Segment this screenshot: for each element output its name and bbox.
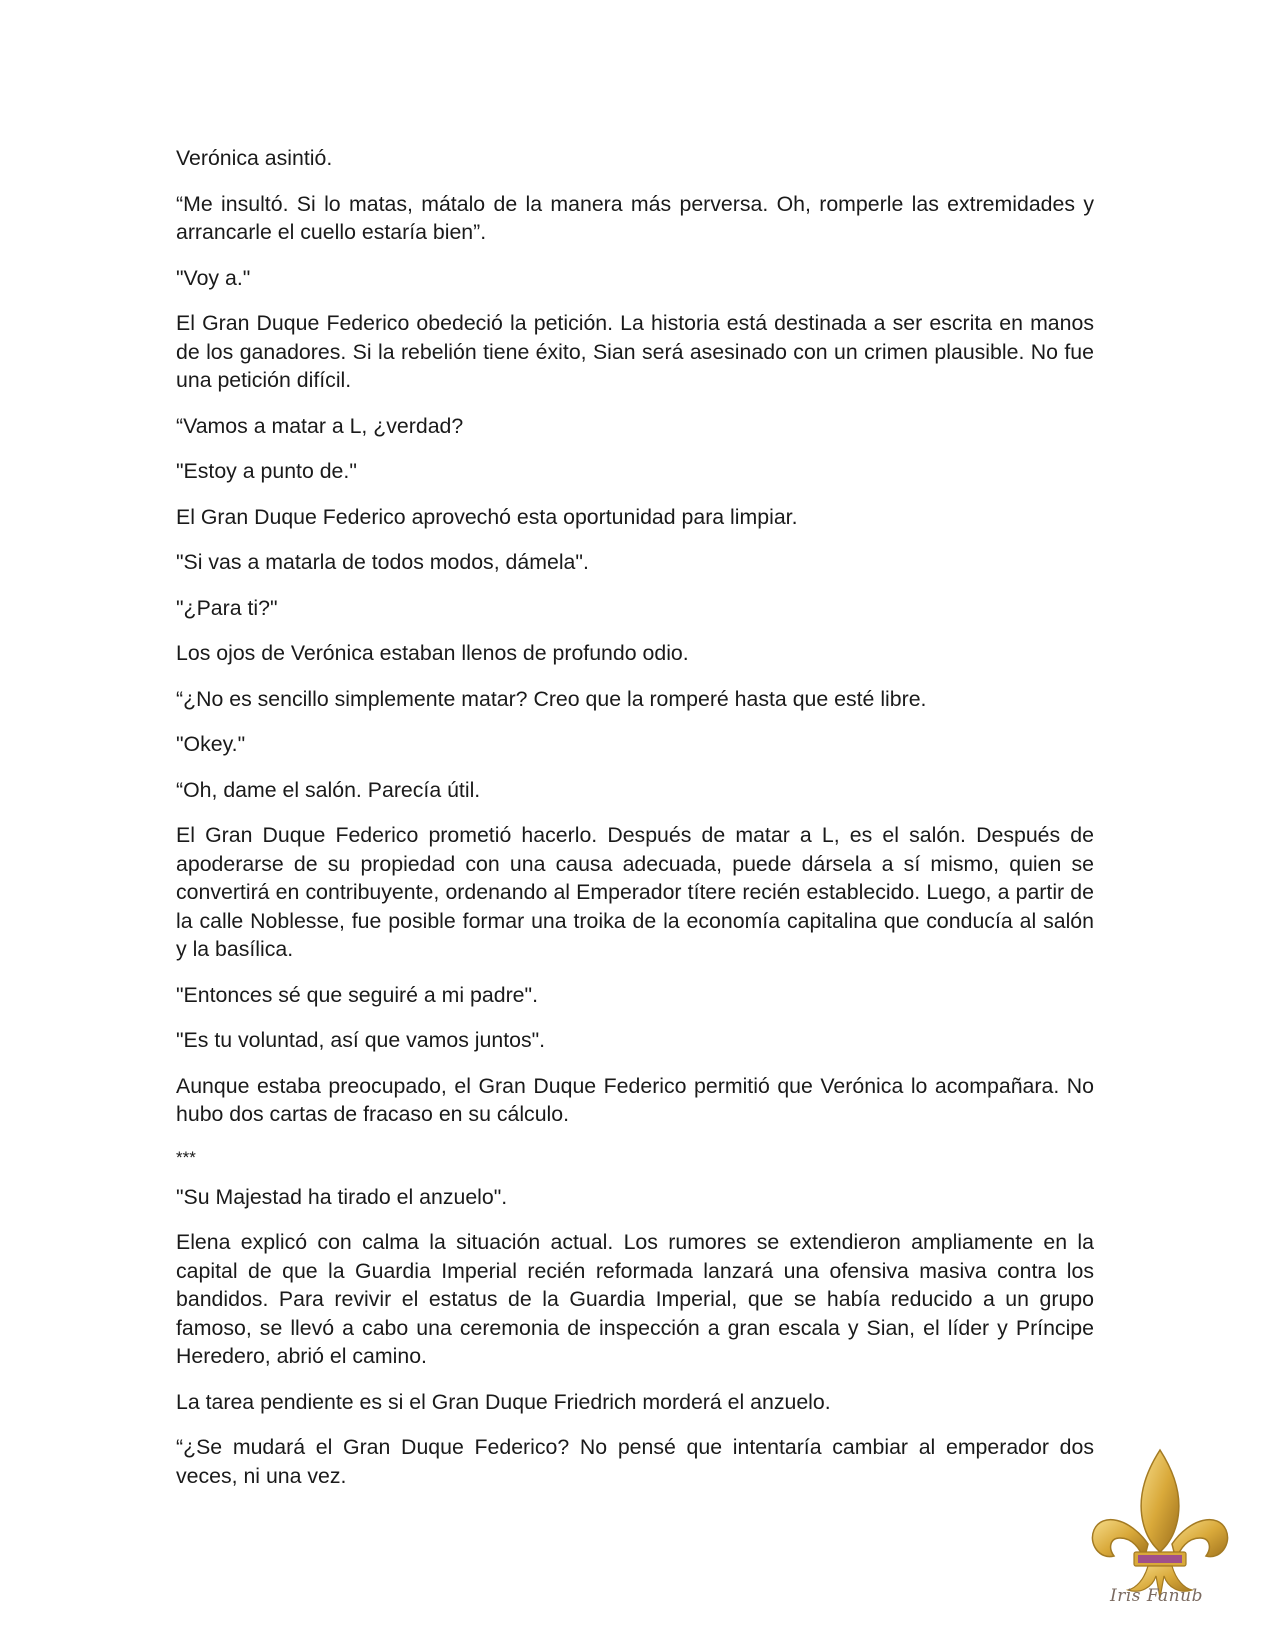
paragraph: El Gran Duque Federico aprovechó esta oportunidad para limpiar. [176,504,798,529]
signature-text: Iris Fanub [1110,1586,1203,1606]
paragraph: "Si vas a matarla de todos modos, dámela". [176,550,589,574]
paragraph: “Vamos a matar a L, ¿verdad? [176,413,464,438]
paragraph: Verónica asintió. [176,146,333,170]
paragraph: "Estoy a punto de." [176,459,357,483]
paragraph: “Me insultó. Si lo matas, mátalo de la manera más perversa. Oh, romperle las extremidades y arrancarle el cuello estaría bien”. [176,191,1094,244]
paragraph: Elena explicó con calma la situación actual. Los rumores se extendieron ampliamente en la capital de que la Guardia Imperial recién reformada lanzará una ofensiva masiva contra los bandidos. Para revivir el estatus de la Guardia Imperial, que se había reducido a un grupo famoso, se llevó a cabo una ceremonia de inspección a gran escala y Sian, el líder y Príncipe Heredero, abrió el camino. [176,1230,1094,1368]
paragraph: "Voy a." [176,265,251,290]
paragraph: El Gran Duque Federico prometió hacerlo. Después de matar a L, es el salón. Después de apoderarse de su propiedad con una causa adecuada, puede dársela a sí mismo, quien se convertirá en contribuyente, ordenando al Emperador títere recién establecido. Luego, a partir de la calle Noblesse, fue posible formar una troika de la economía capitalina que conducía al salón y la basílica. [176,823,1094,961]
paragraph: Aunque estaba preocupado, el Gran Duque Federico permitió que Verónica lo acompañara. No hubo dos cartas de fracaso en su cálculo. [176,1073,1094,1126]
scene-separator: *** [176,1147,196,1167]
paragraph: "Su Majestad ha tirado el anzuelo". [176,1184,508,1209]
document-body [176,144,1094,1507]
paragraph: El Gran Duque Federico obedeció la petición. La historia está destinada a ser escrita en manos de los ganadores. Si la rebelión tiene éxito, Sian será asesinado con un crimen plausible. No fue una petición difícil. [176,311,1094,392]
paragraph: "Entonces sé que seguiré a mi padre". [176,982,538,1007]
paragraph: “Oh, dame el salón. Parecía útil. [176,777,481,802]
signature [1110,1586,1203,1606]
paragraph: "Okey." [176,732,246,756]
paragraph: "¿Para ti?" [176,595,278,620]
paragraph: La tarea pendiente es si el Gran Duque Friedrich morderá el anzuelo. [176,1389,831,1414]
paragraph: Los ojos de Verónica estaban llenos de profundo odio. [176,641,689,665]
paragraph: "Es tu voluntad, así que vamos juntos". [176,1028,546,1052]
paragraph: “¿Se mudará el Gran Duque Federico? No pensé que intentaría cambiar al emperador dos veces, ni una vez. [176,1435,1094,1488]
paragraph: “¿No es sencillo simplemente matar? Creo que la romperé hasta que esté libre. [176,686,927,711]
